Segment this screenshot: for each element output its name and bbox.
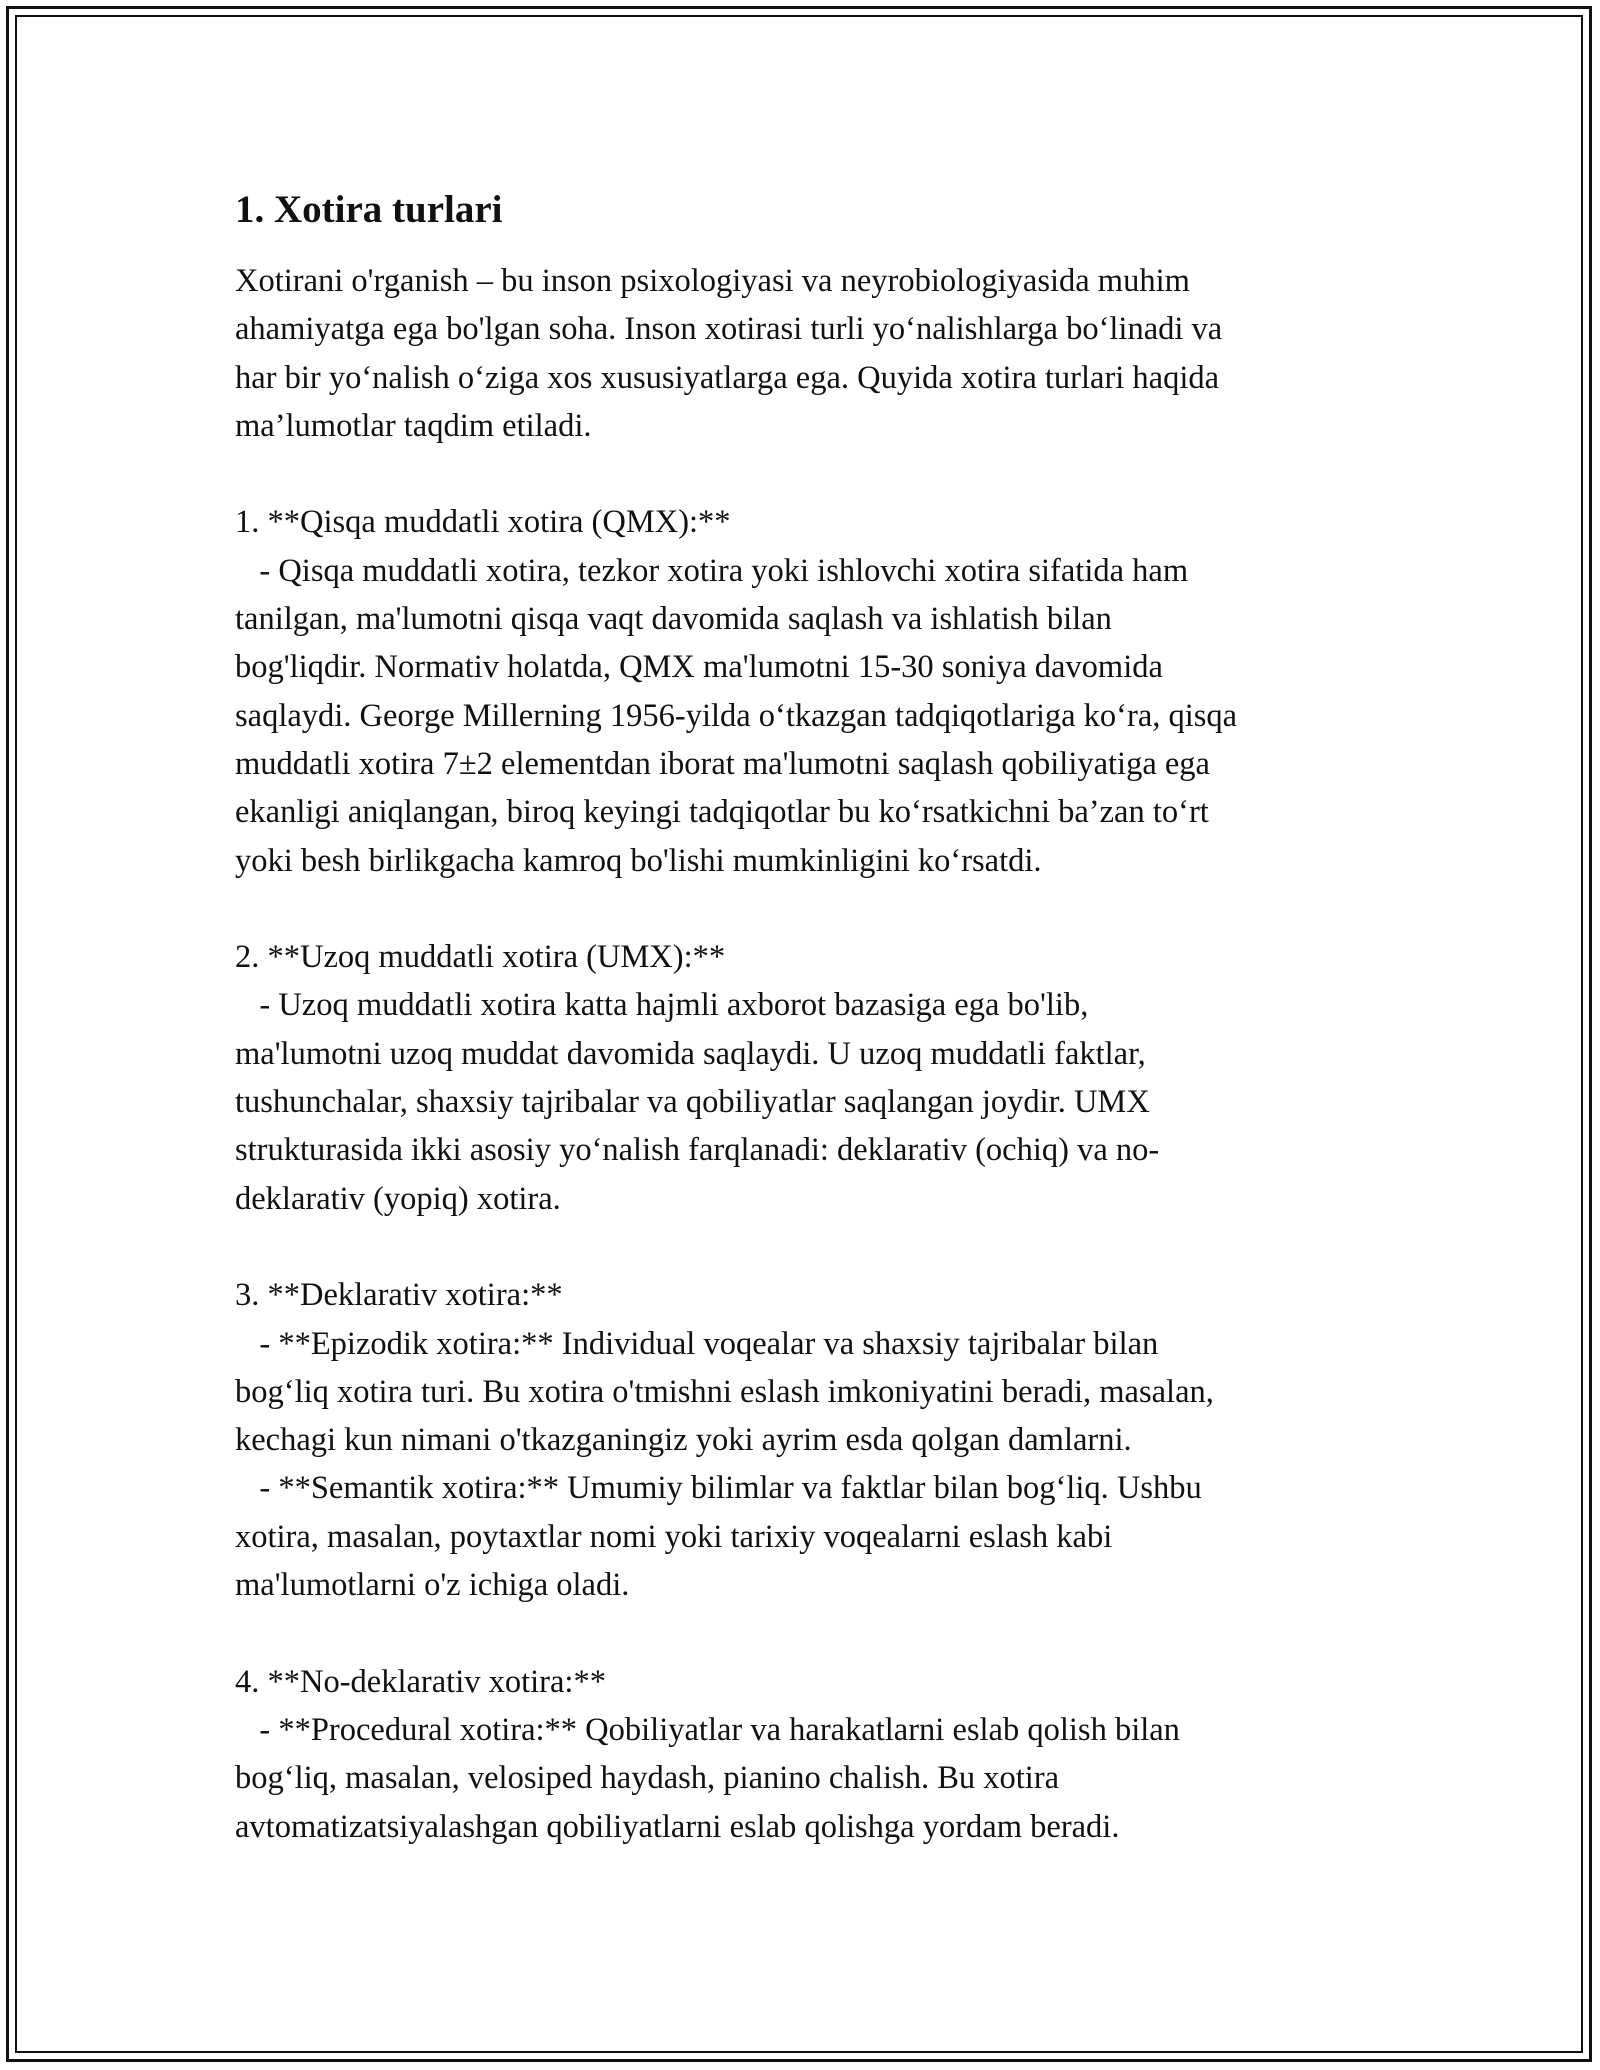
- document-title: 1. Xotira turlari: [235, 188, 503, 231]
- document-body: Xotirani o'rganish – bu inson psixologiyasi va neyrobiologiyasida muhim ahamiyatga ega bo'lgan soha. Inson xotirasi turli yo‘nalishlarga bo‘linadi va har bir yo‘nalish o‘ziga xos xususiyatlarga ega. Quyida xotira turlari haqida ma’lumotlar taqdim etiladi. 1. **Qisqa muddatli xotira (QMX):** - Qisqa muddatli xotira, tezkor xotira yoki ishlovchi xotira sifatida ham tanilgan, ma'lumotni qisqa vaqt davomida saqlash va ishlatish bilan bog'liqdir. Normativ holatda, QMX ma'lumotni 15-30 soniya davomida saqlaydi. George Millerning 1956-yilda o‘tkazgan tadqiqotlariga ko‘ra, qisqa muddatli xotira 7±2 elementdan iborat ma'lumotni saqlash qobiliyatiga ega ekanligi aniqlangan, biroq keyingi tadqiqotlar bu ko‘rsatkichni ba’zan to‘rt yoki besh birlikgacha kamroq bo'lishi mumkinligini ko‘rsatdi. 2. **Uzoq muddatli xotira (UMX):** - Uzoq muddatli xotira katta hajmli axborot bazasiga ega bo'lib, ma'lumotni uzoq muddat davomida saqlaydi. U uzoq muddatli faktlar, tushunchalar, shaxsiy tajribalar va qobiliyatlar saqlangan joydir. UMX strukturasida ikki asosiy yo‘nalish farqlanadi: deklarativ (ochiq) va no- deklarativ (yopiq) xotira. 3. **Deklarativ xotira:** - **Epizodik xotira:** Individual voqealar va shaxsiy tajribalar bilan bog‘liq xotira turi. Bu xotira o'tmishni eslash imkoniyatini beradi, masalan, kechagi kun nimani o'tkazganingiz yoki ayrim esda qolgan damlarni. - **Semantik xotira:** Umumiy bilimlar va faktlar bilan bog‘liq. Ushbu xotira, masalan, poytaxtlar nomi yoki tarixiy voqealarni eslash kabi ma'lumotlarni o'z ichiga oladi. 4. **No-deklarativ xotira:** - **Procedural xotira:** Qobiliyatlar va harakatlarni eslab qolish bilan bog‘liq, masalan, velosiped haydash, pianino chalish. Bu xotira avtomatizatsiyalashgan qobiliyatlarni eslab qolishga yordam beradi.: [235, 263, 1238, 1845]
- document-page: [235, 185, 1385, 1851]
